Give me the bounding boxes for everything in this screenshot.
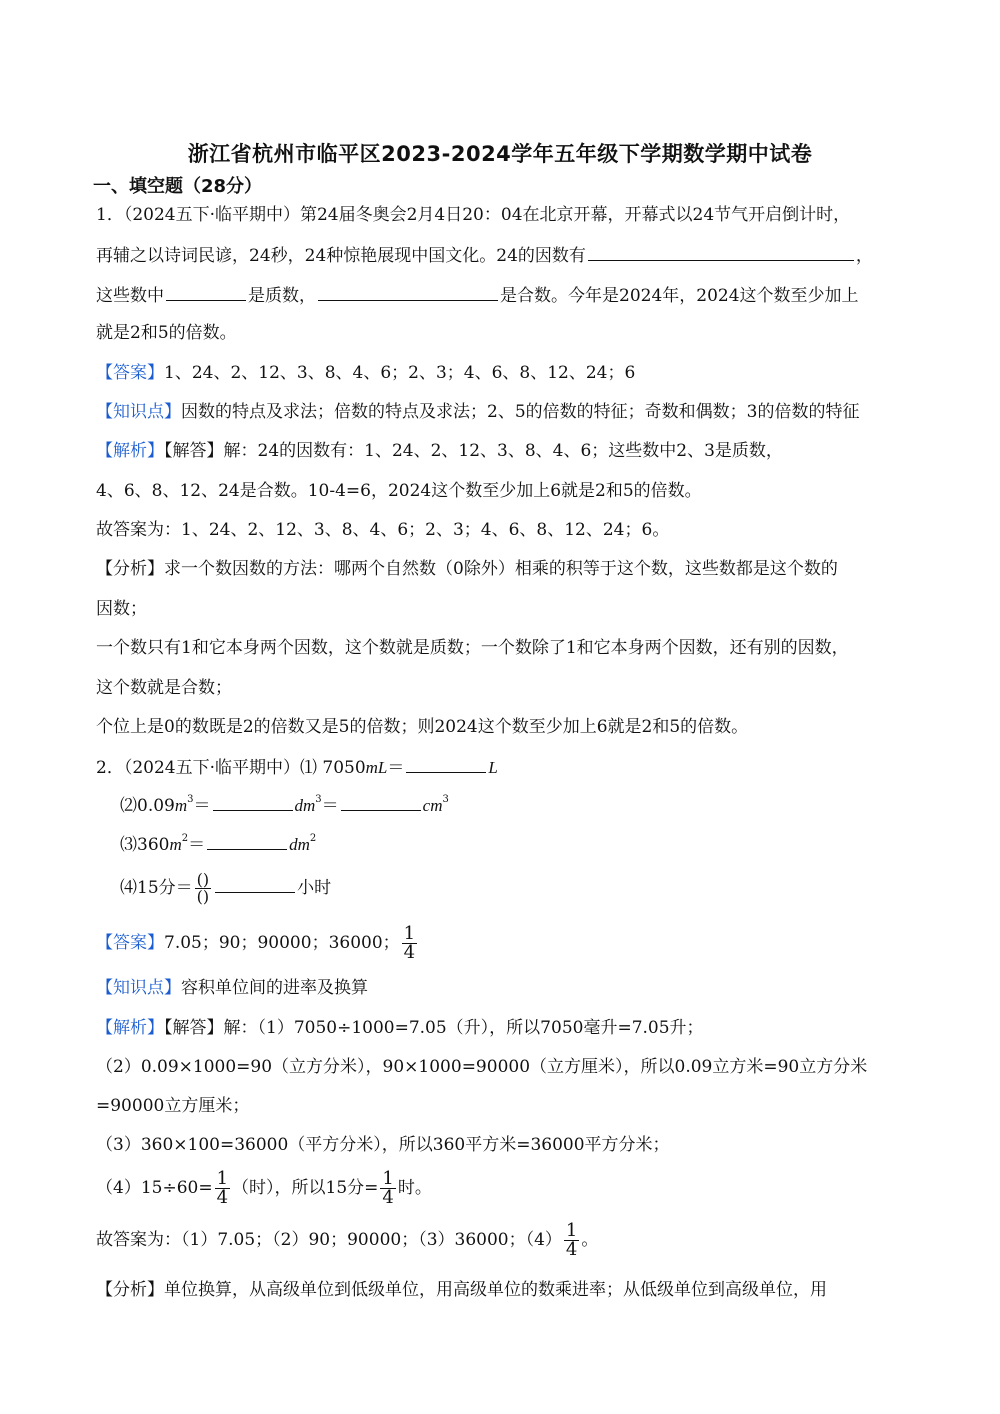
q1-line-4: 就是2和5的倍数。 [96, 323, 237, 343]
q1-explain-2: 因数； [96, 599, 147, 619]
fraction-one-quarter [564, 1222, 579, 1259]
unit-dm: dm [294, 796, 316, 815]
analysis-5-text: （4）15÷60= [96, 1178, 213, 1198]
q1-conclusion: 故答案为：1、24、2、12、3、8、4、6；2、3；4、6、8、12、24；6。 [96, 520, 670, 540]
fraction-one-quarter [380, 1170, 395, 1207]
answer-text: 1、24、2、12、3、8、4、6；2、3；4、6、8、12、24；6 [164, 363, 636, 383]
fraction-denominator: 4 [382, 1187, 394, 1208]
q1-explain-1: 【分析】求一个数因数的方法：哪两个自然数（0除外）相乘的积等于这个数，这些数都是这个数的 [96, 559, 838, 579]
q1-line-3-mid: 是质数， [248, 286, 316, 306]
square-sup: 2 [181, 833, 189, 844]
q2-analysis [96, 1016, 704, 1040]
cubic-sup: 3 [315, 794, 322, 805]
q1-line-2-end: ， [855, 246, 873, 266]
conclusion-text: 故答案为：（1）7.05；（2）90；90000；（3）36000；（4） [96, 1230, 562, 1250]
unit-dm: dm [289, 835, 310, 854]
q1-line-2-text: 再辅之以诗词民谚，24秒，24种惊艳展现中国文化。24的因数有 [96, 246, 586, 266]
answer-blank[interactable] [341, 792, 421, 811]
unit-ml: mL [365, 758, 388, 777]
fraction-numerator[interactable]: () [196, 870, 210, 889]
fraction-one-quarter [215, 1170, 230, 1207]
fraction-numerator: 1 [382, 1168, 394, 1189]
equals-sign: ＝ [387, 758, 405, 778]
square-sup: 2 [309, 833, 317, 844]
q1-explain-3: 一个数只有1和它本身两个因数，这个数就是质数；一个数除了1和它本身两个因数，还有别的因数， [96, 638, 849, 658]
answer-blank[interactable] [318, 282, 498, 301]
answer-blank[interactable] [213, 792, 293, 811]
q2-part-1 [96, 754, 498, 780]
fraction-denominator: 4 [403, 942, 416, 963]
fraction-denominator[interactable]: () [196, 887, 210, 906]
knowledge-tag: 【知识点】 [96, 402, 181, 422]
cubic-sup: 3 [187, 794, 194, 805]
q1-explain-4: 这个数就是合数； [96, 678, 232, 698]
analysis-tag: 【解析】 [96, 441, 164, 461]
unit-cm: cm [422, 796, 443, 815]
answer-tag: 【答案】 [96, 933, 164, 953]
section-heading: 一、填空题（28分） [93, 176, 263, 197]
q2-analysis-2: （2）0.09×1000=90（立方分米），90×1000=90000（立方厘米），所以0.09立方米=90立方分米 [96, 1057, 868, 1077]
q1-knowledge-point [96, 400, 859, 424]
conclusion-end: 。 [581, 1230, 599, 1250]
q2-part-2 [120, 792, 449, 818]
equals-sign: ＝ [188, 835, 206, 855]
analysis-text: 【解答】解：24的因数有：1、24、2、12、3、8、4、6；这些数中2、3是质数， [164, 441, 783, 461]
q1-line-1: 1．（2024五下·临平期中）第24届冬奥会2月4日20：04在北京开幕，开幕式以24节气开启倒计时， [96, 205, 851, 225]
q2-analysis-3: =90000立方厘米； [96, 1096, 250, 1116]
cubic-sup: 3 [442, 794, 449, 805]
answer-blank[interactable] [207, 831, 287, 850]
answer-blank[interactable] [215, 874, 295, 893]
answer-blank[interactable] [406, 754, 486, 773]
analysis-tag: 【解析】 [96, 1018, 164, 1038]
q2-line-1-text: 2．（2024五下·临平期中）⑴ 7050 [96, 758, 366, 778]
unit-hour: 小时 [297, 878, 332, 898]
fraction-one-quarter [402, 925, 417, 962]
q2-knowledge-point [96, 976, 368, 1000]
q1-explain-5: 个位上是0的数既是2的倍数又是5的倍数；则2024这个数至少加上6就是2和5的倍数。 [96, 717, 749, 737]
q1-line-3 [96, 282, 859, 308]
answer-tag: 【答案】 [96, 363, 164, 383]
q2-analysis-4: （3）360×100=36000（平方分米），所以360平方米=36000平方分米； [96, 1135, 670, 1155]
q1-line-3-text: 这些数中 [96, 286, 164, 306]
answer-blank[interactable] [588, 242, 854, 261]
q2-line-3-text: ⑶360 [120, 835, 170, 855]
analysis-5-mid: （时），所以15分= [232, 1178, 379, 1198]
answer-blank[interactable] [166, 282, 246, 301]
fraction-denominator: 4 [216, 1187, 229, 1208]
equals-sign: ＝ [321, 796, 339, 816]
q2-analysis-5 [96, 1166, 432, 1210]
knowledge-text: 因数的特点及求法；倍数的特点及求法；2、5的倍数的特征；奇数和偶数；3的倍数的特征 [181, 402, 860, 422]
knowledge-text: 容积单位间的进率及换算 [181, 978, 368, 998]
fraction-numerator: 1 [216, 1168, 229, 1189]
page-title: 浙江省杭州市临平区2023-2024学年五年级下学期数学期中试卷 [187, 142, 813, 166]
unit-m: m [174, 796, 188, 815]
q1-answer [96, 361, 635, 385]
blank-fraction [195, 872, 211, 905]
fraction-denominator: 4 [565, 1239, 578, 1260]
equals-sign: ＝ [193, 796, 211, 816]
answer-text: 7.05；90；90000；36000； [164, 933, 400, 953]
q2-conclusion [96, 1218, 598, 1262]
unit-l: L [488, 758, 498, 777]
q2-line-4-text: ⑷15分＝ [120, 878, 193, 898]
knowledge-tag: 【知识点】 [96, 978, 181, 998]
q1-analysis-2: 4、6、8、12、24是合数。10-4=6，2024这个数至少加上6就是2和5的倍数。 [96, 481, 702, 501]
unit-m: m [169, 835, 182, 854]
q1-analysis [96, 439, 783, 463]
analysis-5-end: 时。 [397, 1178, 432, 1198]
fraction-numerator: 1 [403, 923, 416, 944]
q2-part-3 [120, 831, 316, 857]
fraction-numerator: 1 [565, 1220, 578, 1241]
q2-part-4 [120, 872, 331, 905]
q1-line-2 [96, 242, 873, 268]
analysis-text: 【解答】解：（1）7050÷1000=7.05（升），所以7050毫升=7.05升； [164, 1018, 704, 1038]
q2-explain: 【分析】单位换算，从高级单位到低级单位，用高级单位的数乘进率；从低级单位到高级单位，用 [96, 1280, 827, 1300]
q1-line-3-end: 是合数。今年是2024年，2024这个数至少加上 [500, 286, 859, 306]
q2-answer [96, 924, 419, 962]
q2-line-2-text: ⑵0.09 [120, 796, 175, 816]
